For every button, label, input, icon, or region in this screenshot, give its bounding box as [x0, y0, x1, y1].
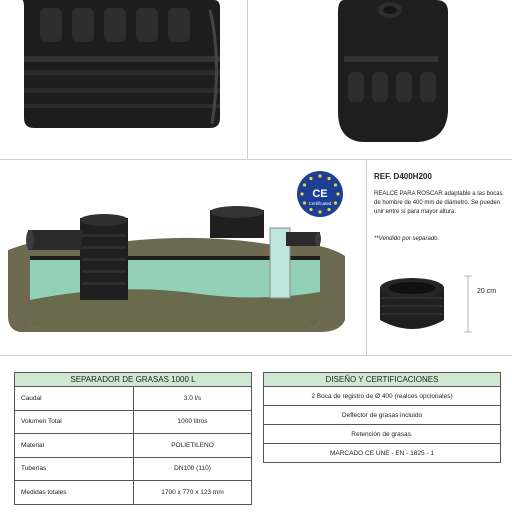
- panel-divider: [366, 160, 367, 356]
- design-table-title: DISEÑO Y CERTIFICACIONES: [264, 373, 501, 387]
- ce-certified-badge: [296, 170, 344, 218]
- design-item: MARCADO CE UNE - EN - 1825 - 1: [264, 444, 501, 463]
- table-row: [15, 434, 252, 458]
- accessory-description: REALCE PARA ROSCAR adaptable a las bocas de hombre de 400 mm de diámetro. Se pueden unir entre sí para mayor altura.: [374, 191, 503, 215]
- spec-label: Tuberías: [15, 457, 134, 481]
- accessory-note: **Vendido por separado.: [374, 236, 440, 242]
- spec-label: Medidas totales: [15, 481, 134, 505]
- table-row: [264, 444, 501, 463]
- table-row: [264, 406, 501, 425]
- spec-value: POLIETILENO: [134, 434, 252, 458]
- design-table: [263, 372, 501, 463]
- spec-label: Caudal: [15, 387, 134, 411]
- design-item: 2 Boca de registro de Ø 400 (realces opcionales): [264, 387, 501, 406]
- table-row: [264, 387, 501, 406]
- specs-table-title: SEPARADOR DE GRASAS 1000 L: [15, 373, 252, 387]
- table-row: [15, 387, 252, 411]
- tank-side-view-panel: [248, 0, 512, 160]
- riser-ring-image: [376, 268, 506, 340]
- design-item: Deflector de grasas incluido: [264, 406, 501, 425]
- specs-table: [14, 372, 252, 505]
- cutaway-panel: [0, 160, 512, 356]
- spec-value: 1000 litros: [134, 410, 252, 434]
- riser-height-dimension: 20 cm: [477, 288, 497, 295]
- table-row: [264, 425, 501, 444]
- spec-value: 3.0 l/s: [134, 387, 252, 411]
- ce-certificated-text: Certificated: [308, 201, 332, 206]
- spec-value: DN100 (110): [134, 457, 252, 481]
- ce-mark: CE: [312, 188, 328, 200]
- table-row: [15, 481, 252, 505]
- tank-front-view-panel: [0, 0, 248, 160]
- spec-label: Material: [15, 434, 134, 458]
- spec-label: Volumen Total: [15, 410, 134, 434]
- table-row: [15, 457, 252, 481]
- accessory-ref: REF. D400H200: [374, 172, 432, 181]
- spec-value: 1700 x 770 x 123 mm: [134, 481, 252, 505]
- tank-front-image: [0, 0, 248, 160]
- design-item: Retención de grasas.: [264, 425, 501, 444]
- table-row: [15, 410, 252, 434]
- tank-side-image: [248, 0, 512, 160]
